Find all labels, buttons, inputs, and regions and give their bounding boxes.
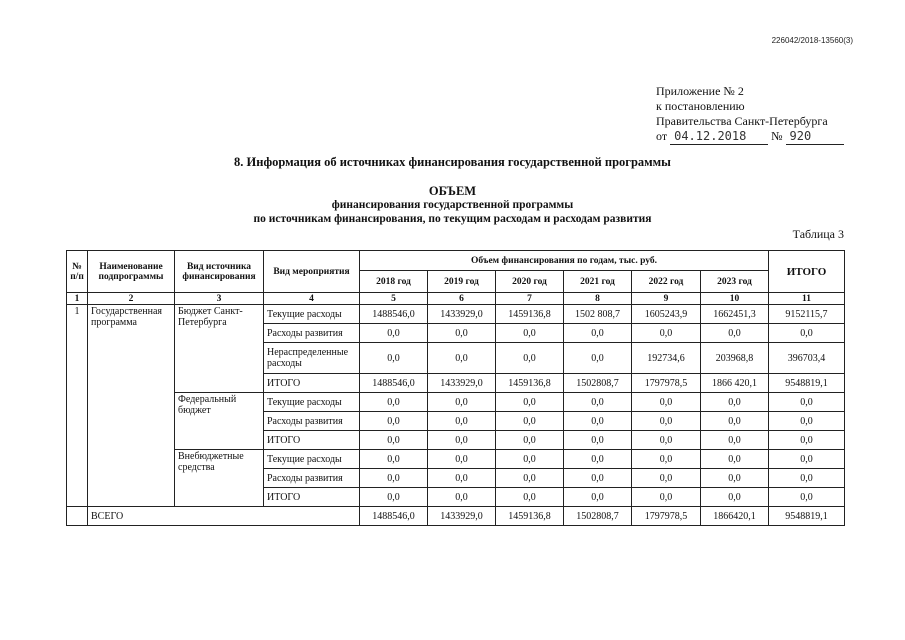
grand-total-num-cell: [67, 507, 88, 526]
activity-type: ИТОГО: [264, 431, 360, 450]
column-index: 6: [428, 293, 496, 305]
appendix-line-1: Приложение № 2: [656, 84, 744, 98]
year-value: 0,0: [564, 450, 632, 469]
activity-type: Расходы развития: [264, 324, 360, 343]
heading-main: ОБЪЕМ: [428, 184, 477, 198]
year-value: 1502 808,7: [564, 305, 632, 324]
year-value: 0,0: [428, 412, 496, 431]
activity-type: Нераспределенные расходы: [264, 343, 360, 374]
header-num: № п/п: [67, 251, 88, 293]
year-value: 1605243,9: [632, 305, 701, 324]
row-total: 0,0: [769, 488, 845, 507]
year-value: 0,0: [428, 450, 496, 469]
row-total: 0,0: [769, 324, 845, 343]
row-total: 396703,4: [769, 343, 845, 374]
header-year: 2023 год: [701, 271, 769, 293]
table-row: [67, 305, 845, 324]
year-value: 0,0: [360, 412, 428, 431]
financing-table: [66, 250, 845, 526]
year-value: 0,0: [428, 488, 496, 507]
year-value: 1662451,3: [701, 305, 769, 324]
year-value: 0,0: [701, 431, 769, 450]
year-value: 0,0: [496, 488, 564, 507]
grand-total-value: 1797978,5: [632, 507, 701, 526]
row-total: 9548819,1: [769, 374, 845, 393]
grand-total-value: 1488546,0: [360, 507, 428, 526]
year-value: 0,0: [564, 469, 632, 488]
resolution-number: 920: [786, 129, 844, 145]
year-value: 1459136,8: [496, 374, 564, 393]
year-value: 0,0: [701, 412, 769, 431]
header-source: Вид источника финансирования: [175, 251, 264, 293]
source-name: Федеральный бюджет: [175, 393, 264, 450]
year-value: 0,0: [564, 412, 632, 431]
header-year: 2020 год: [496, 271, 564, 293]
column-index: 10: [701, 293, 769, 305]
source-name: Внебюджетные средства: [175, 450, 264, 507]
year-value: 0,0: [428, 431, 496, 450]
number-prefix: №: [771, 129, 783, 143]
year-value: 0,0: [496, 450, 564, 469]
year-value: 1433929,0: [428, 305, 496, 324]
activity-type: ИТОГО: [264, 374, 360, 393]
activity-type: Текущие расходы: [264, 450, 360, 469]
year-value: 0,0: [632, 450, 701, 469]
column-index: 4: [264, 293, 360, 305]
section-title: 8. Информация об источниках финансирования государственной программы: [234, 155, 671, 169]
year-value: 0,0: [428, 343, 496, 374]
grand-total-value: 1866420,1: [701, 507, 769, 526]
row-total: 0,0: [769, 431, 845, 450]
header-year: 2022 год: [632, 271, 701, 293]
year-value: 0,0: [632, 412, 701, 431]
row-total: 0,0: [769, 412, 845, 431]
year-value: 0,0: [360, 469, 428, 488]
header-year: 2019 год: [428, 271, 496, 293]
activity-type: Текущие расходы: [264, 393, 360, 412]
column-index-row: [67, 293, 845, 305]
column-index: 9: [632, 293, 701, 305]
year-value: 0,0: [496, 343, 564, 374]
table-heading: [0, 184, 905, 226]
year-value: 203968,8: [701, 343, 769, 374]
column-index: 11: [769, 293, 845, 305]
year-value: 1488546,0: [360, 305, 428, 324]
table-row: [67, 393, 845, 412]
row-number: 1: [67, 305, 88, 507]
header-year: 2021 год: [564, 271, 632, 293]
year-value: 0,0: [701, 469, 769, 488]
header-total: ИТОГО: [769, 251, 845, 293]
year-value: 0,0: [632, 469, 701, 488]
year-value: 192734,6: [632, 343, 701, 374]
year-value: 1797978,5: [632, 374, 701, 393]
year-value: 0,0: [632, 393, 701, 412]
heading-line-3: по источникам финансирования, по текущим расходам и расходам развития: [253, 213, 652, 225]
year-value: 0,0: [496, 431, 564, 450]
appendix-line-2: к постановлению: [656, 99, 745, 113]
year-value: 0,0: [564, 431, 632, 450]
column-index: 1: [67, 293, 88, 305]
year-value: 0,0: [632, 431, 701, 450]
year-value: 0,0: [632, 324, 701, 343]
column-index: 3: [175, 293, 264, 305]
grand-total-value: 1459136,8: [496, 507, 564, 526]
row-total: 0,0: [769, 393, 845, 412]
year-value: 0,0: [564, 488, 632, 507]
year-value: 0,0: [564, 343, 632, 374]
grand-total-value: 1502808,7: [564, 507, 632, 526]
year-value: 0,0: [701, 450, 769, 469]
row-total: 9152115,7: [769, 305, 845, 324]
activity-type: Текущие расходы: [264, 305, 360, 324]
year-value: 1459136,8: [496, 305, 564, 324]
activity-type: ИТОГО: [264, 488, 360, 507]
table-label: Таблица 3: [792, 227, 844, 241]
year-value: 1502808,7: [564, 374, 632, 393]
year-value: 0,0: [360, 343, 428, 374]
activity-type: Расходы развития: [264, 412, 360, 431]
resolution-date: 04.12.2018: [670, 129, 768, 145]
year-value: 1433929,0: [428, 374, 496, 393]
year-value: 0,0: [564, 324, 632, 343]
year-value: 0,0: [360, 450, 428, 469]
year-value: 0,0: [496, 412, 564, 431]
header-volume: Объем финансирования по годам, тыс. руб.: [360, 251, 769, 271]
subprogram-name: Государственная программа: [88, 305, 175, 507]
year-value: 0,0: [360, 393, 428, 412]
year-value: 0,0: [428, 393, 496, 412]
header-subprogram: Наименование подпрограммы: [88, 251, 175, 293]
year-value: 1488546,0: [360, 374, 428, 393]
appendix-line-3: Правительства Санкт-Петербурга: [656, 114, 828, 128]
year-value: 0,0: [632, 488, 701, 507]
appendix-block: [656, 84, 844, 145]
header-activity: Вид мероприятия: [264, 251, 360, 293]
year-value: 0,0: [701, 324, 769, 343]
year-value: 0,0: [496, 324, 564, 343]
column-index: 2: [88, 293, 175, 305]
row-total: 0,0: [769, 469, 845, 488]
grand-total-value: 1433929,0: [428, 507, 496, 526]
year-value: 0,0: [496, 469, 564, 488]
year-value: 0,0: [701, 488, 769, 507]
year-value: 0,0: [428, 469, 496, 488]
header-year: 2018 год: [360, 271, 428, 293]
heading-line-2: финансирования государственной программы: [331, 199, 574, 211]
source-name: Бюджет Санкт-Петербурга: [175, 305, 264, 393]
column-index: 8: [564, 293, 632, 305]
year-value: 1866 420,1: [701, 374, 769, 393]
date-prefix: от: [656, 129, 668, 143]
year-value: 0,0: [360, 431, 428, 450]
column-index: 7: [496, 293, 564, 305]
grand-total-sum: 9548819,1: [769, 507, 845, 526]
grand-total-row: [67, 507, 845, 526]
row-total: 0,0: [769, 450, 845, 469]
year-value: 0,0: [701, 393, 769, 412]
appendix-date-line: [656, 129, 844, 145]
year-value: 0,0: [360, 324, 428, 343]
column-index: 5: [360, 293, 428, 305]
year-value: 0,0: [360, 488, 428, 507]
year-value: 0,0: [496, 393, 564, 412]
table-row: [67, 450, 845, 469]
activity-type: Расходы развития: [264, 469, 360, 488]
document-number: 226042/2018-13560(3): [771, 36, 853, 45]
grand-total-label: ВСЕГО: [88, 507, 360, 526]
year-value: 0,0: [428, 324, 496, 343]
year-value: 0,0: [564, 393, 632, 412]
